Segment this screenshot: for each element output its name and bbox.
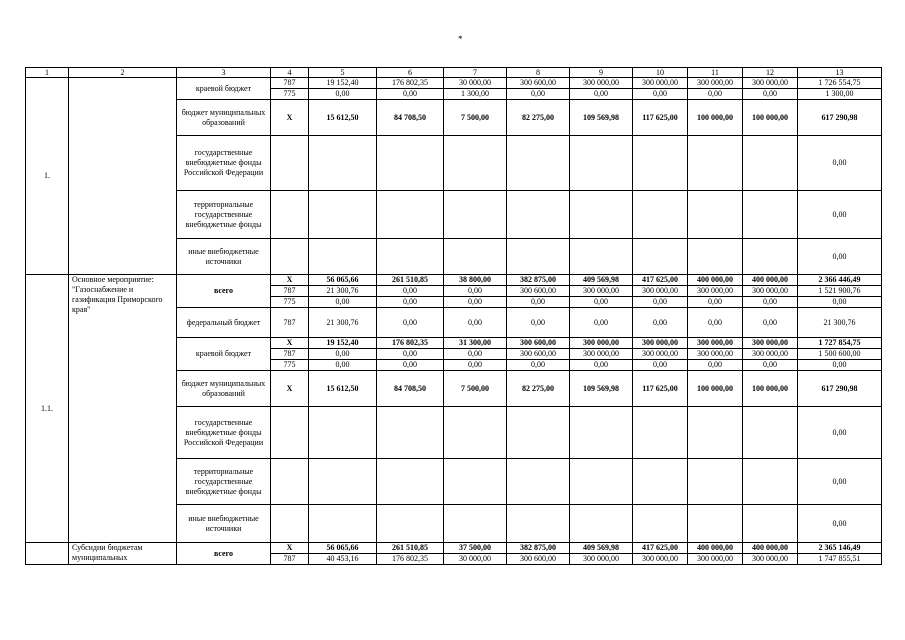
value-cell: 82 275,00 <box>507 100 570 136</box>
source-label: всего <box>177 543 271 565</box>
value-cell <box>309 407 377 459</box>
value-cell: 300 000,00 <box>633 554 688 565</box>
value-cell <box>377 459 444 505</box>
value-cell <box>309 239 377 275</box>
value-cell: 300 000,00 <box>688 338 743 349</box>
value-cell: 0,00 <box>633 89 688 100</box>
value-cell: 300 000,00 <box>743 349 798 360</box>
value-cell: 1 747 855,51 <box>798 554 882 565</box>
value-cell: 176 802,35 <box>377 338 444 349</box>
table-body <box>26 68 882 565</box>
value-cell: 21 300,76 <box>798 308 882 338</box>
value-cell: 400 000,00 <box>688 543 743 554</box>
value-cell <box>377 191 444 239</box>
source-label: иные внебюджетные источники <box>177 239 271 275</box>
value-cell: 300 000,00 <box>688 78 743 89</box>
header-cell: 12 <box>743 68 798 78</box>
value-cell: 300 600,00 <box>507 78 570 89</box>
value-cell <box>507 505 570 543</box>
source-label: краевой бюджет <box>177 78 271 100</box>
header-cell: 5 <box>309 68 377 78</box>
source-label: иные внебюджетные источники <box>177 505 271 543</box>
code-cell: 775 <box>271 297 309 308</box>
value-cell: 0,00 <box>633 297 688 308</box>
value-cell <box>377 239 444 275</box>
code-cell: X <box>271 338 309 349</box>
value-cell <box>309 505 377 543</box>
value-cell: 0,00 <box>444 286 507 297</box>
header-cell: 6 <box>377 68 444 78</box>
value-cell: 300 000,00 <box>633 286 688 297</box>
value-cell <box>377 505 444 543</box>
source-label: государственные внебюджетные фонды Российской Федерации <box>177 136 271 191</box>
header-cell: 7 <box>444 68 507 78</box>
code-cell: X <box>271 371 309 407</box>
header-cell: 3 <box>177 68 271 78</box>
value-cell: 300 000,00 <box>570 286 633 297</box>
value-cell: 300 000,00 <box>633 338 688 349</box>
value-cell <box>743 136 798 191</box>
value-cell: 382 875,00 <box>507 543 570 554</box>
value-cell: 15 612,50 <box>309 371 377 407</box>
value-cell <box>507 407 570 459</box>
value-cell: 0,00 <box>798 505 882 543</box>
value-cell <box>271 136 309 191</box>
value-cell: 300 000,00 <box>743 554 798 565</box>
source-label: бюджет муниципальных образований <box>177 371 271 407</box>
value-cell: 300 000,00 <box>688 349 743 360</box>
value-cell: 38 800,00 <box>444 275 507 286</box>
value-cell: 400 000,00 <box>688 275 743 286</box>
value-cell <box>444 239 507 275</box>
value-cell: 300 000,00 <box>570 349 633 360</box>
value-cell <box>377 407 444 459</box>
header-cell: 10 <box>633 68 688 78</box>
value-cell: 1 300,00 <box>444 89 507 100</box>
value-cell <box>743 459 798 505</box>
code-cell: 787 <box>271 286 309 297</box>
value-cell: 400 000,00 <box>743 543 798 554</box>
value-cell: 0,00 <box>570 308 633 338</box>
value-cell: 0,00 <box>377 360 444 371</box>
value-cell: 300 000,00 <box>570 338 633 349</box>
value-cell: 30 000,00 <box>444 554 507 565</box>
value-cell <box>633 191 688 239</box>
code-cell: 787 <box>271 349 309 360</box>
value-cell: 109 569,98 <box>570 371 633 407</box>
value-cell: 0,00 <box>377 286 444 297</box>
value-cell: 0,00 <box>377 89 444 100</box>
value-cell: 300 000,00 <box>688 554 743 565</box>
value-cell: 1 726 554,75 <box>798 78 882 89</box>
value-cell <box>507 239 570 275</box>
value-cell <box>507 459 570 505</box>
value-cell <box>633 505 688 543</box>
value-cell: 300 600,00 <box>507 349 570 360</box>
value-cell: 56 065,66 <box>309 543 377 554</box>
value-cell: 0,00 <box>507 308 570 338</box>
value-cell: 0,00 <box>507 297 570 308</box>
source-label: краевой бюджет <box>177 338 271 371</box>
value-cell: 0,00 <box>798 136 882 191</box>
value-cell: 617 290,98 <box>798 371 882 407</box>
code-cell: X <box>271 275 309 286</box>
value-cell <box>570 239 633 275</box>
value-cell: 0,00 <box>798 239 882 275</box>
value-cell <box>444 136 507 191</box>
value-cell: 0,00 <box>688 360 743 371</box>
value-cell: 0,00 <box>570 89 633 100</box>
value-cell: 21 300,76 <box>309 286 377 297</box>
table-row <box>26 275 882 286</box>
value-cell <box>309 191 377 239</box>
source-label: бюджет муниципальных образований <box>177 100 271 136</box>
value-cell <box>570 191 633 239</box>
value-cell: 0,00 <box>570 297 633 308</box>
code-cell: 787 <box>271 308 309 338</box>
value-cell <box>309 459 377 505</box>
value-cell: 15 612,50 <box>309 100 377 136</box>
header-row <box>26 68 882 78</box>
item-name <box>69 78 177 275</box>
page-mark: * <box>458 34 463 44</box>
header-cell: 2 <box>69 68 177 78</box>
value-cell <box>743 505 798 543</box>
value-cell: 300 000,00 <box>743 338 798 349</box>
value-cell <box>271 191 309 239</box>
value-cell <box>688 505 743 543</box>
value-cell: 100 000,00 <box>743 371 798 407</box>
value-cell: 0,00 <box>633 308 688 338</box>
value-cell: 0,00 <box>309 360 377 371</box>
value-cell: 300 000,00 <box>688 286 743 297</box>
code-cell: X <box>271 543 309 554</box>
value-cell: 19 152,40 <box>309 338 377 349</box>
value-cell: 409 569,98 <box>570 543 633 554</box>
value-cell <box>688 191 743 239</box>
value-cell: 31 300,00 <box>444 338 507 349</box>
value-cell: 0,00 <box>444 349 507 360</box>
value-cell <box>377 136 444 191</box>
value-cell: 1 300,00 <box>798 89 882 100</box>
value-cell <box>444 407 507 459</box>
value-cell: 300 000,00 <box>743 78 798 89</box>
value-cell: 19 152,40 <box>309 78 377 89</box>
value-cell: 0,00 <box>570 360 633 371</box>
source-label: всего <box>177 275 271 308</box>
header-cell: 11 <box>688 68 743 78</box>
value-cell: 2 365 146,49 <box>798 543 882 554</box>
header-cell: 4 <box>271 68 309 78</box>
code-cell: 775 <box>271 360 309 371</box>
value-cell: 0,00 <box>743 89 798 100</box>
value-cell <box>570 459 633 505</box>
value-cell: 0,00 <box>688 297 743 308</box>
code-cell: 787 <box>271 554 309 565</box>
value-cell <box>309 136 377 191</box>
value-cell: 30 000,00 <box>444 78 507 89</box>
value-cell: 0,00 <box>688 89 743 100</box>
value-cell: 0,00 <box>798 297 882 308</box>
header-cell: 8 <box>507 68 570 78</box>
value-cell: 0,00 <box>377 349 444 360</box>
value-cell: 0,00 <box>444 297 507 308</box>
value-cell: 40 453,16 <box>309 554 377 565</box>
value-cell: 0,00 <box>743 360 798 371</box>
value-cell: 400 000,00 <box>743 275 798 286</box>
value-cell: 0,00 <box>309 89 377 100</box>
value-cell <box>743 239 798 275</box>
value-cell: 261 510,85 <box>377 275 444 286</box>
value-cell: 382 875,00 <box>507 275 570 286</box>
value-cell: 100 000,00 <box>743 100 798 136</box>
table-row <box>26 78 882 89</box>
value-cell <box>271 459 309 505</box>
header-cell: 9 <box>570 68 633 78</box>
value-cell: 7 500,00 <box>444 100 507 136</box>
value-cell: 0,00 <box>377 308 444 338</box>
item-number: 1. <box>26 78 69 275</box>
source-label: территориальные государственные внебюджетные фонды <box>177 191 271 239</box>
value-cell: 0,00 <box>798 360 882 371</box>
value-cell: 84 708,50 <box>377 100 444 136</box>
value-cell <box>271 407 309 459</box>
value-cell: 1 727 854,75 <box>798 338 882 349</box>
value-cell: 117 625,00 <box>633 371 688 407</box>
value-cell <box>688 239 743 275</box>
value-cell: 100 000,00 <box>688 100 743 136</box>
value-cell: 0,00 <box>688 308 743 338</box>
value-cell: 300 600,00 <box>507 338 570 349</box>
source-label: федеральный бюджет <box>177 308 271 338</box>
item-name: Основное мероприятие: "Газоснабжение и газификация Приморского края" <box>69 275 177 543</box>
value-cell <box>271 505 309 543</box>
value-cell <box>507 136 570 191</box>
value-cell: 417 625,00 <box>633 543 688 554</box>
value-cell <box>271 239 309 275</box>
value-cell: 7 500,00 <box>444 371 507 407</box>
value-cell: 0,00 <box>798 459 882 505</box>
value-cell: 300 000,00 <box>570 78 633 89</box>
value-cell <box>444 505 507 543</box>
value-cell <box>570 407 633 459</box>
value-cell <box>570 136 633 191</box>
value-cell: 261 510,85 <box>377 543 444 554</box>
value-cell: 0,00 <box>743 297 798 308</box>
value-cell <box>633 239 688 275</box>
value-cell: 1 500 600,00 <box>798 349 882 360</box>
item-number: 1.1. <box>26 275 69 543</box>
value-cell <box>743 191 798 239</box>
item-name: Субсидии бюджетам муниципальных <box>69 543 177 565</box>
value-cell <box>633 136 688 191</box>
value-cell: 100 000,00 <box>688 371 743 407</box>
code-cell: 787 <box>271 78 309 89</box>
value-cell <box>633 459 688 505</box>
value-cell <box>688 459 743 505</box>
value-cell: 300 000,00 <box>570 554 633 565</box>
value-cell: 0,00 <box>798 191 882 239</box>
value-cell: 0,00 <box>633 360 688 371</box>
value-cell: 0,00 <box>444 360 507 371</box>
value-cell: 0,00 <box>798 407 882 459</box>
value-cell: 0,00 <box>377 297 444 308</box>
value-cell: 300 600,00 <box>507 554 570 565</box>
value-cell <box>444 191 507 239</box>
value-cell: 56 065,66 <box>309 275 377 286</box>
value-cell: 417 625,00 <box>633 275 688 286</box>
code-cell: X <box>271 100 309 136</box>
value-cell: 300 000,00 <box>743 286 798 297</box>
value-cell: 2 366 446,49 <box>798 275 882 286</box>
value-cell: 84 708,50 <box>377 371 444 407</box>
value-cell: 0,00 <box>507 89 570 100</box>
value-cell <box>633 407 688 459</box>
value-cell: 0,00 <box>309 349 377 360</box>
value-cell: 176 802,35 <box>377 78 444 89</box>
value-cell: 300 000,00 <box>633 78 688 89</box>
table-row <box>26 543 882 554</box>
value-cell <box>507 191 570 239</box>
value-cell: 37 500,00 <box>444 543 507 554</box>
header-cell: 1 <box>26 68 69 78</box>
value-cell: 0,00 <box>444 308 507 338</box>
value-cell <box>570 505 633 543</box>
value-cell: 117 625,00 <box>633 100 688 136</box>
value-cell: 176 802,35 <box>377 554 444 565</box>
value-cell: 1 521 900,76 <box>798 286 882 297</box>
source-label: территориальные государственные внебюджетные фонды <box>177 459 271 505</box>
value-cell: 0,00 <box>743 308 798 338</box>
value-cell: 409 569,98 <box>570 275 633 286</box>
budget-table <box>25 67 882 565</box>
value-cell: 0,00 <box>507 360 570 371</box>
value-cell: 300 000,00 <box>633 349 688 360</box>
value-cell: 0,00 <box>309 297 377 308</box>
value-cell: 109 569,98 <box>570 100 633 136</box>
value-cell: 82 275,00 <box>507 371 570 407</box>
value-cell: 617 290,98 <box>798 100 882 136</box>
value-cell: 21 300,76 <box>309 308 377 338</box>
code-cell: 775 <box>271 89 309 100</box>
value-cell <box>688 136 743 191</box>
header-cell: 13 <box>798 68 882 78</box>
value-cell <box>688 407 743 459</box>
value-cell <box>743 407 798 459</box>
source-label: государственные внебюджетные фонды Российской Федерации <box>177 407 271 459</box>
value-cell <box>444 459 507 505</box>
value-cell: 300 600,00 <box>507 286 570 297</box>
item-number <box>26 543 69 565</box>
